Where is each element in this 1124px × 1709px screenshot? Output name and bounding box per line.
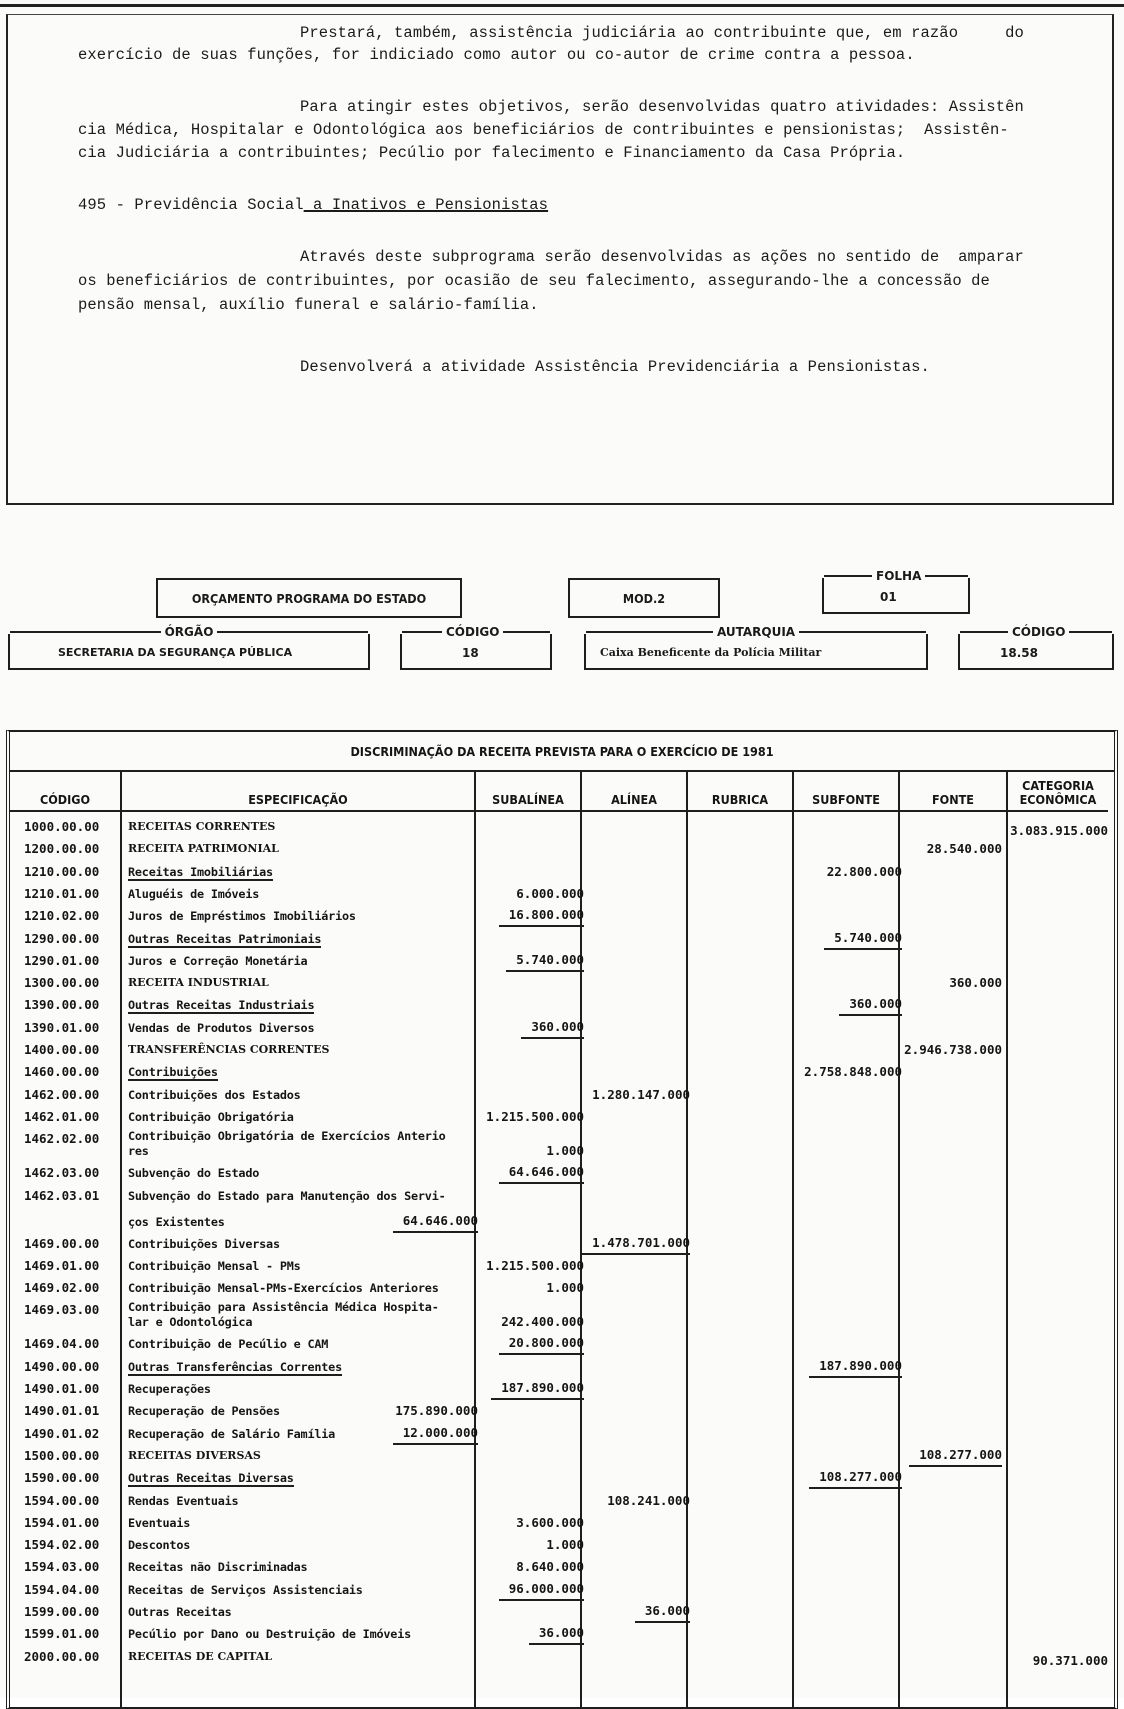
row-especificacao xyxy=(128,1106,294,1128)
row-codigo: 1599.01.00 xyxy=(24,1626,100,1642)
row-especificacao-text: Juros de Empréstimos Imobiliários xyxy=(128,909,356,924)
row-especificacao-text: Contribuição Obrigatória de Exercícios Anterio xyxy=(128,1129,446,1144)
row-especificacao-text: Subvenção do Estado xyxy=(128,1166,260,1181)
row-especificacao-text: Contribuições Diversas xyxy=(128,1236,280,1251)
orgao-box xyxy=(8,625,370,670)
col-header-categoria: CATEGORIA ECONÔMICA xyxy=(1008,772,1108,812)
mod-label: MOD.2 xyxy=(622,590,666,606)
row-especificacao xyxy=(128,1084,301,1106)
row-fonte-value: 108.277.000 xyxy=(909,1445,1002,1467)
row-especificacao-text: Contribuição de Pecúlio e CAM xyxy=(128,1337,329,1352)
row-codigo: 1500.00.00 xyxy=(24,1447,100,1463)
row-alinea-value: 1.000 xyxy=(546,1537,584,1553)
autarquia-value: Caixa Beneficente da Polícia Militar xyxy=(600,646,822,659)
table-row xyxy=(10,1255,1114,1277)
row-especificacao-text: Outras Transferências Correntes xyxy=(128,1359,342,1374)
codigo2-label: CÓDIGO xyxy=(1012,625,1066,639)
row-rubrica-value: 36.000 xyxy=(635,1601,690,1623)
row-codigo: 1490.01.02 xyxy=(24,1425,100,1441)
row-especificacao-text: Receitas não Discriminadas xyxy=(128,1560,308,1575)
col-header-subfonte: SUBFONTE xyxy=(794,772,898,812)
row-especificacao xyxy=(128,994,314,1016)
row-alinea-value: 8.640.000 xyxy=(516,1559,584,1575)
row-especificacao xyxy=(128,1400,280,1422)
row-codigo: 1469.04.00 xyxy=(24,1336,100,1352)
row-especificacao-text: Receitas de Serviços Assistenciais xyxy=(128,1582,363,1597)
row-subfonte-value: 360.000 xyxy=(839,994,902,1016)
row-especificacao xyxy=(128,1423,335,1445)
col-header-subalinea: SUBALÍNEA xyxy=(476,772,580,812)
table-row xyxy=(10,1185,1114,1233)
top-border-line xyxy=(0,4,1124,7)
row-especificacao-text: Juros e Correção Monetária xyxy=(128,953,308,968)
row-codigo: 1469.00.00 xyxy=(24,1235,100,1251)
row-codigo: 1590.00.00 xyxy=(24,1470,100,1486)
row-alinea-value: 1.000 xyxy=(546,1143,584,1159)
row-codigo: 1594.00.00 xyxy=(24,1492,100,1508)
row-codigo: 1594.04.00 xyxy=(24,1581,100,1597)
row-especificacao-text: RECEITAS CORRENTES xyxy=(128,820,276,833)
row-alinea-value: 1.215.500.000 xyxy=(486,1108,584,1124)
row-codigo: 1594.02.00 xyxy=(24,1537,100,1553)
row-alinea-value: 187.890.000 xyxy=(491,1378,584,1400)
row-codigo: 1290.01.00 xyxy=(24,952,100,968)
table-row xyxy=(10,1162,1114,1184)
row-alinea-value: 5.740.000 xyxy=(506,950,584,972)
row-especificacao-text: Vendas de Produtos Diversos xyxy=(128,1020,315,1035)
subprogram-heading xyxy=(78,193,548,217)
table-row xyxy=(10,1277,1114,1299)
row-especificacao-text: Contribuições dos Estados xyxy=(128,1087,301,1102)
table-row xyxy=(10,861,1114,883)
table-row xyxy=(10,972,1114,994)
row-fonte-value: 2.946.738.000 xyxy=(904,1042,1002,1057)
row-codigo: 1200.00.00 xyxy=(24,841,100,857)
table-row xyxy=(10,1646,1114,1668)
row-especificacao xyxy=(128,928,321,950)
paragraph-3-line-1: Através deste subprograma serão desenvolvidas as ações no sentido de amparar xyxy=(300,248,1024,266)
paragraph-2-line-2: cia Médica, Hospitalar e Odontológica aos beneficiários de contribuintes e pensionistas; Assistên- xyxy=(78,121,1009,139)
row-fonte-value: 28.540.000 xyxy=(926,841,1002,857)
orgao-value: SECRETARIA DA SEGURANÇA PÚBLICA xyxy=(58,646,293,659)
table-row xyxy=(10,1623,1114,1645)
col-header-fonte: FONTE xyxy=(900,772,1006,812)
table-row xyxy=(10,1490,1114,1512)
row-especificacao xyxy=(128,816,275,838)
paragraph-3-line-3: pensão mensal, auxílio funeral e salário-família. xyxy=(78,296,539,314)
row-alinea-value: 16.800.000 xyxy=(499,905,584,927)
row-especificacao xyxy=(128,1233,280,1255)
row-alinea-value: 242.400.000 xyxy=(501,1314,584,1330)
row-rubrica-value: 108.241.000 xyxy=(607,1492,690,1508)
row-codigo: 1462.03.01 xyxy=(24,1187,100,1203)
orcamento-label: ORÇAMENTO PROGRAMA DO ESTADO xyxy=(191,590,427,606)
row-especificacao-text: Eventuais xyxy=(128,1515,191,1530)
table-row xyxy=(10,1445,1114,1467)
row-especificacao xyxy=(128,1378,211,1400)
row-especificacao xyxy=(128,972,269,994)
row-especificacao xyxy=(128,1061,218,1083)
row-subfonte-value: 5.740.000 xyxy=(824,928,902,950)
table-row xyxy=(10,1512,1114,1534)
orgao-label: ÓRGÃO xyxy=(164,625,214,639)
paragraph-1-line-2: exercício de suas funções, for indiciado como autor ou co-autor de crime contra a pessoa. xyxy=(78,46,915,64)
table-row xyxy=(10,1299,1114,1333)
row-especificacao-text: Outras Receitas xyxy=(128,1605,232,1619)
row-especificacao xyxy=(128,950,307,972)
row-especificacao xyxy=(128,1162,259,1184)
folha-label: FOLHA xyxy=(876,569,922,583)
row-categoria-value: 3.083.915.000 xyxy=(1010,823,1108,838)
row-codigo: 1490.01.00 xyxy=(24,1381,100,1396)
row-codigo: 1460.00.00 xyxy=(24,1064,100,1080)
row-subalinea-value: 175.890.000 xyxy=(395,1403,478,1419)
folha-box xyxy=(822,569,970,614)
row-subalinea-value: 12.000.000 xyxy=(393,1423,478,1445)
row-especificacao-continuation: res xyxy=(128,1144,149,1159)
row-especificacao-text: RECEITA INDUSTRIAL xyxy=(128,976,269,990)
row-especificacao xyxy=(128,1534,190,1556)
table-row xyxy=(10,816,1114,838)
row-especificacao xyxy=(128,1579,363,1601)
row-codigo: 1400.00.00 xyxy=(24,1042,100,1057)
row-subfonte-value: 22.800.000 xyxy=(826,863,902,879)
row-codigo: 1210.02.00 xyxy=(24,908,100,924)
col-header-rubrica: RUBRICA xyxy=(688,772,792,812)
table-row xyxy=(10,1061,1114,1083)
row-especificacao xyxy=(128,1490,238,1512)
row-codigo: 1462.00.00 xyxy=(24,1086,100,1102)
row-codigo: 1490.00.00 xyxy=(24,1358,100,1374)
paragraph-4-line-1: Desenvolverá a atividade Assistência Previdenciária a Pensionistas. xyxy=(300,358,930,376)
codigo-box xyxy=(400,625,552,670)
row-alinea-value: 360.000 xyxy=(521,1017,584,1039)
table-row xyxy=(10,1556,1114,1578)
row-especificacao-text: RECEITAS DE CAPITAL xyxy=(128,1649,273,1663)
row-codigo: 1490.01.01 xyxy=(24,1403,100,1419)
codigo-label: CÓDIGO xyxy=(446,625,500,639)
row-subfonte-value: 108.277.000 xyxy=(809,1467,902,1489)
row-especificacao xyxy=(128,1556,307,1578)
table-row xyxy=(10,1356,1114,1378)
codigo-value: 18 xyxy=(462,646,479,660)
row-especificacao xyxy=(128,1333,328,1355)
paragraph-2-line-3: cia Judiciária a contribuintes; Pecúlio por falecimento e Financiamento da Casa Própria. xyxy=(78,144,906,162)
row-especificacao-text: Descontos xyxy=(128,1538,191,1553)
row-alinea-value: 1.215.500.000 xyxy=(486,1257,584,1273)
subprogram-title: a Inativos e Pensionistas xyxy=(303,196,549,214)
row-especificacao-continuation: ços Existentes xyxy=(128,1214,225,1229)
row-rubrica-value: 1.478.701.000 xyxy=(582,1233,690,1255)
table-row xyxy=(10,905,1114,927)
table-row xyxy=(10,1233,1114,1255)
table-title: DISCRIMINAÇÃO DA RECEITA PREVISTA PARA O EXERCÍCIO DE 1981 xyxy=(10,732,1114,772)
row-especificacao xyxy=(128,1017,314,1039)
row-codigo: 1469.03.00 xyxy=(24,1302,100,1318)
row-especificacao-text: Contribuição para Assistência Médica Hospita- xyxy=(128,1300,439,1315)
row-especificacao xyxy=(128,1646,272,1668)
row-especificacao-text: Contribuição Mensal-PMs-Exercícios Anteriores xyxy=(128,1281,439,1296)
row-especificacao xyxy=(128,905,356,927)
row-especificacao-text: Recuperação de Pensões xyxy=(128,1404,280,1419)
row-especificacao-continuation: lar e Odontológica xyxy=(128,1315,253,1330)
row-codigo: 1290.00.00 xyxy=(24,930,100,946)
table-row xyxy=(10,1084,1114,1106)
program-description-box xyxy=(6,14,1114,505)
row-especificacao xyxy=(128,1512,190,1534)
paragraph-1-line-1: Prestará, também, assistência judiciária ao contribuinte que, em razão do xyxy=(300,24,1024,42)
row-especificacao xyxy=(128,883,259,905)
col-header-codigo: CÓDIGO xyxy=(10,772,120,812)
table-row xyxy=(10,1400,1114,1422)
row-alinea-value: 3.600.000 xyxy=(516,1514,584,1530)
row-especificacao xyxy=(128,838,279,860)
row-especificacao xyxy=(128,1356,342,1378)
row-codigo: 1300.00.00 xyxy=(24,975,100,991)
autarquia-label: AUTARQUIA xyxy=(716,625,796,639)
row-especificacao xyxy=(128,1601,232,1623)
table-row xyxy=(10,994,1114,1016)
row-codigo: 1462.01.00 xyxy=(24,1108,100,1124)
row-especificacao-text: Outras Receitas Industriais xyxy=(128,998,315,1013)
row-especificacao xyxy=(128,1255,301,1277)
row-especificacao xyxy=(128,1445,261,1467)
col-header-alinea: ALÍNEA xyxy=(582,772,686,812)
row-especificacao xyxy=(128,861,273,883)
codigo2-box xyxy=(958,625,1114,670)
table-row xyxy=(10,1106,1114,1128)
row-alinea-value: 96.000.000 xyxy=(499,1579,584,1601)
row-especificacao-text: Outras Receitas Patrimoniais xyxy=(128,931,322,946)
mod-box xyxy=(568,578,720,618)
row-codigo: 1462.03.00 xyxy=(24,1165,100,1181)
row-especificacao-text: Pecúlio por Dano ou Destruição de Imóveis xyxy=(128,1627,411,1642)
row-especificacao-text: TRANSFERÊNCIAS CORRENTES xyxy=(128,1043,330,1056)
table-row xyxy=(10,1017,1114,1039)
row-alinea-value: 6.000.000 xyxy=(516,885,584,901)
row-subfonte-value: 187.890.000 xyxy=(809,1356,902,1378)
row-codigo: 1599.00.00 xyxy=(24,1604,100,1619)
row-codigo: 1469.01.00 xyxy=(24,1257,100,1273)
subprogram-number: 495 - Previdência Social xyxy=(78,196,304,214)
row-codigo: 1210.00.00 xyxy=(24,863,100,879)
row-especificacao-text: RECEITAS DIVERSAS xyxy=(128,1448,261,1462)
row-especificacao xyxy=(128,1128,446,1144)
row-subfonte-value: 2.758.848.000 xyxy=(804,1064,902,1080)
row-categoria-value: 90.371.000 xyxy=(1032,1652,1108,1668)
table-row xyxy=(10,1534,1114,1556)
table-row xyxy=(10,950,1114,972)
table-row xyxy=(10,1579,1114,1601)
row-especificacao-text: Contribuição Obrigatória xyxy=(128,1109,294,1124)
row-especificacao xyxy=(128,1467,294,1489)
row-rubrica-value: 1.280.147.000 xyxy=(592,1086,690,1102)
row-codigo: 1000.00.00 xyxy=(24,819,100,834)
paragraph-3-line-2: os beneficiários de contribuintes, por ocasião de seu falecimento, assegurando-lhe a concessão de xyxy=(78,272,990,290)
row-codigo: 1594.03.00 xyxy=(24,1559,100,1575)
table-row xyxy=(10,1423,1114,1445)
row-alinea-value: 64.646.000 xyxy=(499,1162,584,1184)
row-especificacao xyxy=(128,1277,439,1299)
autarquia-box xyxy=(584,625,928,670)
row-codigo: 1469.02.00 xyxy=(24,1280,100,1296)
paragraph-2-line-1: Para atingir estes objetivos, serão desenvolvidas quatro atividades: Assistên xyxy=(300,98,1024,116)
table-row xyxy=(10,1601,1114,1623)
table-row xyxy=(10,883,1114,905)
row-especificacao-text: Recuperação de Salário Família xyxy=(128,1426,336,1441)
codigo2-value: 18.58 xyxy=(1000,646,1038,660)
row-subalinea-value: 64.646.000 xyxy=(393,1211,478,1233)
table-row xyxy=(10,1467,1114,1489)
row-especificacao-text: Aluguéis de Imóveis xyxy=(128,886,260,901)
col-header-especificacao: ESPECIFICAÇÃO xyxy=(122,772,474,812)
row-codigo: 1462.02.00 xyxy=(24,1131,100,1147)
row-especificacao-text: RECEITA PATRIMONIAL xyxy=(128,842,279,856)
row-especificacao xyxy=(128,1039,329,1061)
row-especificacao-text: Outras Receitas Diversas xyxy=(128,1471,294,1486)
table-row xyxy=(10,838,1114,860)
row-codigo: 2000.00.00 xyxy=(24,1648,100,1664)
row-codigo: 1210.01.00 xyxy=(24,885,100,901)
row-alinea-value: 36.000 xyxy=(529,1623,584,1645)
orcamento-box xyxy=(156,578,462,618)
row-especificacao xyxy=(128,1623,411,1645)
row-especificacao-text: Rendas Eventuais xyxy=(128,1493,239,1508)
row-especificacao-text: Subvenção do Estado para Manutenção dos Servi- xyxy=(128,1188,446,1203)
table-row xyxy=(10,1333,1114,1355)
row-especificacao-text: Contribuições xyxy=(128,1065,218,1080)
table-row xyxy=(10,1128,1114,1162)
row-codigo: 1390.00.00 xyxy=(24,997,100,1013)
row-especificacao-text: Receitas Imobiliárias xyxy=(128,864,273,879)
folha-value: 01 xyxy=(880,590,897,604)
table-row xyxy=(10,928,1114,950)
row-codigo: 1594.01.00 xyxy=(24,1514,100,1530)
row-codigo: 1390.01.00 xyxy=(24,1019,100,1035)
table-row xyxy=(10,1039,1114,1061)
row-fonte-value: 360.000 xyxy=(949,975,1002,991)
row-alinea-value: 1.000 xyxy=(546,1280,584,1296)
row-especificacao-text: Recuperações xyxy=(128,1382,211,1396)
row-especificacao xyxy=(128,1185,446,1207)
revenue-table xyxy=(6,730,1118,1709)
table-row xyxy=(10,1378,1114,1400)
row-especificacao-text: Contribuição Mensal - PMs xyxy=(128,1258,301,1273)
row-alinea-value: 20.800.000 xyxy=(499,1333,584,1355)
